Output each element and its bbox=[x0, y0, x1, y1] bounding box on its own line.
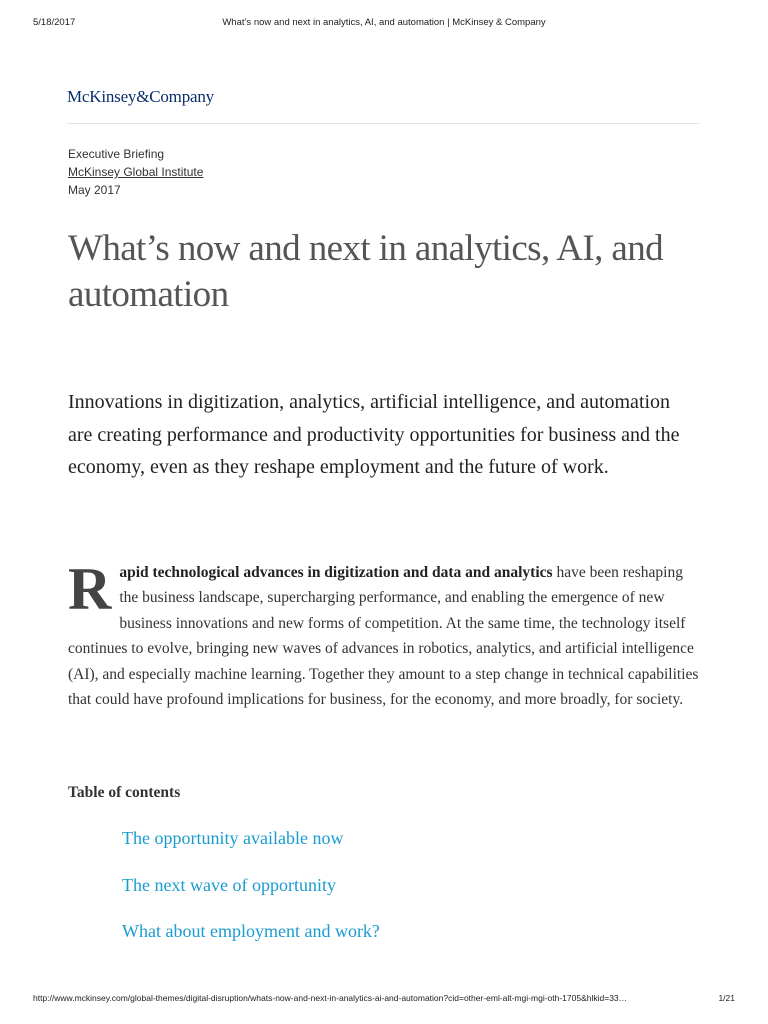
toc-heading: Table of contents bbox=[68, 784, 181, 801]
body-text: have been reshaping the business landscape, supercharging performance, and enabling the emergence of new business innovations and new forms of competition. At the same time, the technology itself continues to evolve, bringing new waves of advances in robotics, analytics, and artificial intelligence (AI), and especially machine learning. Together they amount to a step change in technical capabilities that could have profound implications for business, for the economy, and more broadly, for society. bbox=[68, 564, 699, 709]
toc-link-opportunity-now[interactable]: The opportunity available now bbox=[122, 828, 344, 848]
print-footer bbox=[0, 993, 768, 1007]
toc-link-next-wave[interactable]: The next wave of opportunity bbox=[122, 875, 336, 895]
article-dek: Innovations in digitization, analytics, artificial intelligence, and automation are creating performance and productivity opportunities for business and the economy, even as they reshape employment and the future of work. bbox=[68, 391, 680, 478]
print-url: http://www.mckinsey.com/global-themes/digital-disruption/whats-now-and-next-in-analytics-ai-and-automation?cid=other-eml-alt-mgi-mgi-oth-1705&hlkid=33… bbox=[33, 993, 628, 1003]
article-type: Executive Briefing bbox=[68, 147, 165, 161]
print-date: 5/18/2017 bbox=[33, 17, 76, 28]
print-page-number: 1/21 bbox=[718, 993, 735, 1003]
publish-date: May 2017 bbox=[68, 183, 121, 197]
body-lead: apid technological advances in digitization and data and analytics bbox=[119, 564, 553, 581]
print-header bbox=[0, 17, 768, 31]
article-meta bbox=[68, 145, 203, 199]
toc-link-employment[interactable]: What about employment and work? bbox=[122, 921, 380, 941]
drop-cap: R bbox=[68, 556, 112, 622]
header-divider bbox=[67, 123, 700, 124]
print-page-title: What’s now and next in analytics, AI, and automation | McKinsey & Company bbox=[222, 17, 546, 28]
source-link[interactable]: McKinsey Global Institute bbox=[68, 165, 204, 179]
article-headline: What’s now and next in analytics, AI, and automation bbox=[68, 228, 664, 315]
article-body bbox=[68, 556, 700, 712]
mckinsey-logo[interactable]: McKinsey&Company bbox=[67, 87, 214, 106]
